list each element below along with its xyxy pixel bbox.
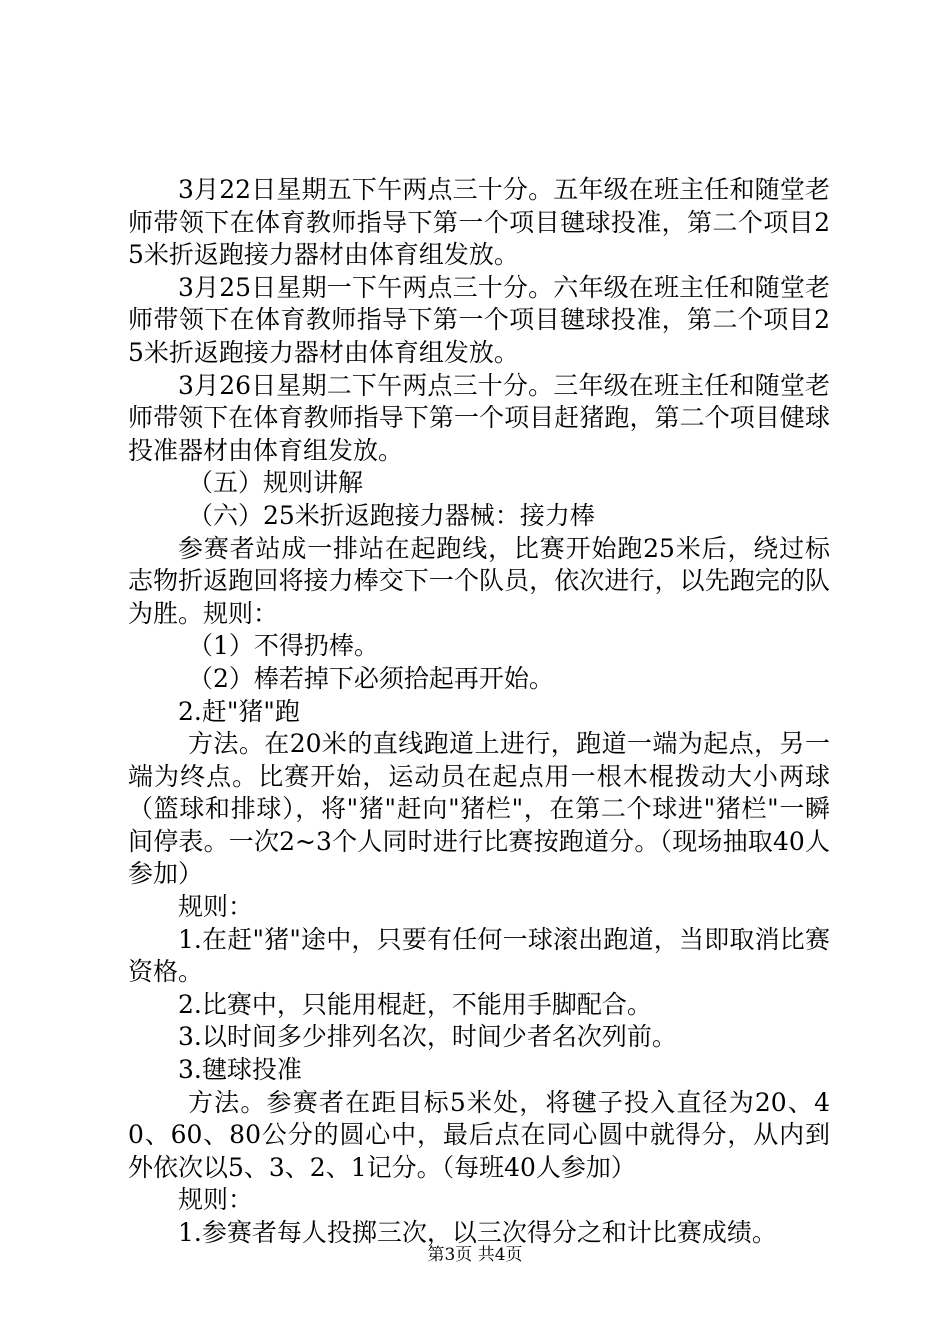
relay-rule-1: （1）不得扔棒。 [188,631,379,661]
pig-run-rule-1: 1.在赶"猪"途中，只要有任何一球滚出跑道，当即取消比赛资格。 [128,924,830,987]
paragraph-pig-run-method: 方法。在20米的直线跑道上进行，跑道一端为起点，另一端为终点。比赛开始，运动员在起点用一根木棍拨动大小两球（篮球和排球），将"猪"赶向"猪栏"，在第二个球进"猪栏"一瞬间停表。一次2~3个人同时进行比赛按跑道分。（现场抽取40人参加） [128,729,830,889]
page-number-footer: 第3页 共4页 [427,1245,523,1265]
heading-pig-run: 2.赶"猪"跑 [178,696,300,726]
pig-run-rule-3: 3.以时间多少排列名次，时间少者名次列前。 [178,1022,677,1052]
shuttlecock-rule-1: 1.参赛者每人投掷三次，以三次得分之和计比赛成绩。 [178,1218,777,1247]
paragraph-schedule-grade6: 3月25日星期一下午两点三十分。六年级在班主任和随堂老师带领下在体育教师指导下第一个项目毽球投准，第二个项目25米折返跑接力器材由体育组发放。 [128,272,830,367]
heading-shuttlecock-rules: 规则： [178,1185,254,1215]
pig-run-rule-2: 2.比赛中，只能用棍赶，不能用手脚配合。 [178,989,652,1019]
paragraph-schedule-grade3: 3月26日星期二下午两点三十分。三年级在班主任和随堂老师带领下在体育教师指导下第一个项目赶猪跑，第二个项目健球投准器材由体育组发放。 [128,370,830,465]
document-body [128,174,830,1250]
paragraph-schedule-grade5: 3月22日星期五下午两点三十分。五年级在班主任和随堂老师带领下在体育教师指导下第一个项目毽球投准，第二个项目25米折返跑接力器材由体育组发放。 [128,175,830,270]
heading-shuttlecock-throw: 3.毽球投准 [178,1055,302,1085]
heading-rules-explanation: （五）规则讲解 [188,468,364,498]
heading-relay-equipment: （六）25米折返跑接力器械：接力棒 [188,500,595,530]
relay-rule-2: （2）棒若掉下必须拾起再开始。 [188,663,554,693]
heading-pig-run-rules: 规则： [178,892,254,922]
paragraph-shuttlecock-method: 方法。参赛者在距目标5米处，将毽子投入直径为20、40、60、80公分的圆心中，最后点在同心圆中就得分，从内到外依次以5、3、2、1记分。（每班40人参加） [128,1087,830,1182]
paragraph-relay-description: 参赛者站成一排站在起跑线，比赛开始跑25米后，绕过标志物折返跑回将接力棒交下一个队员，依次进行，以先跑完的队为胜。规则： [128,533,830,628]
